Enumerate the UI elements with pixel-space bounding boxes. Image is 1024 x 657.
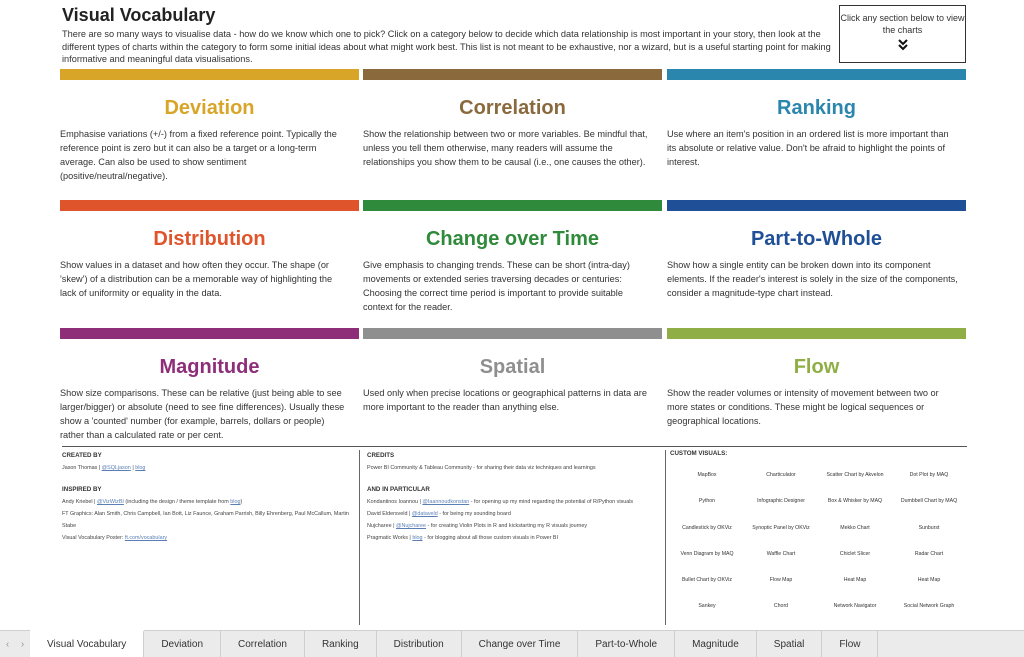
category-title: Change over Time bbox=[425, 228, 600, 250]
ft-graphics-line: FT Graphics: Alan Smith, Chris Campbell, Ian Bott, Liz Faunce, Graham Parrish, Billy Ehrenberg, Paul McCallum, Martin Stabe bbox=[62, 511, 349, 529]
category-description: Show size comparisons. These can be relative (just being able to see larger/bigger) or absolute (need to see fine differences). Usually these show a 'counted' number (for example, barrels, dollars or people) rather than a calculated rate or per cent. bbox=[60, 388, 345, 440]
created-by-heading: CREATED BY bbox=[62, 452, 102, 459]
custom-visual-item[interactable]: Box & Whisker by MAQ bbox=[827, 498, 883, 505]
poster-label: Visual Vocabulary Poster: bbox=[62, 535, 124, 541]
footer-divider bbox=[62, 446, 967, 447]
inspired-text: (including the design / theme template from bbox=[125, 499, 229, 505]
custom-visual-item[interactable]: Scatter Chart by Akvelon bbox=[826, 472, 884, 478]
custom-visual-item[interactable]: Waffle Chart bbox=[766, 550, 796, 557]
particular-handle-link[interactable]: blog bbox=[412, 535, 423, 541]
category-color-bar bbox=[60, 328, 359, 339]
credits-heading: CREDITS bbox=[367, 452, 395, 459]
tab-change-over-time[interactable]: Change over Time bbox=[462, 631, 579, 657]
category-color-bar bbox=[667, 328, 966, 339]
poster-link[interactable]: ft.com/vocabulary bbox=[124, 535, 168, 541]
footer-column-divider bbox=[665, 450, 666, 625]
particular-line bbox=[367, 532, 659, 544]
custom-visual-item[interactable]: Infographic Designer bbox=[757, 498, 805, 505]
category-flow[interactable] bbox=[667, 328, 966, 428]
custom-visual-item[interactable]: Candlestick by OKViz bbox=[682, 524, 732, 531]
category-magnitude[interactable] bbox=[60, 328, 359, 442]
custom-visual-item[interactable]: Dumbbell Chart by MAQ bbox=[900, 498, 958, 505]
particular-text: - for opening up my mind regarding the potential of R/Python visuals bbox=[470, 499, 634, 505]
category-title: Ranking bbox=[777, 97, 856, 119]
category-title: Flow bbox=[793, 356, 840, 378]
credits-line: Power BI Community & Tableau Community - for sharing their data viz techniques and learnings bbox=[367, 465, 596, 471]
custom-visual-item[interactable]: Flow Map bbox=[769, 577, 793, 584]
tab-prev-icon[interactable]: ‹ bbox=[5, 638, 10, 650]
category-description: Show the relationship between two or more variables. Be mindful that, unless you tell them otherwise, many readers will assume the relationships you show them to be causal (i.e., one causes the other). bbox=[363, 129, 648, 167]
particular-text: - for blogging about all those custom visuals in Power BI bbox=[424, 535, 558, 541]
hint-box[interactable] bbox=[839, 5, 966, 63]
separator: | bbox=[132, 465, 134, 471]
footer-credits-middle bbox=[367, 450, 659, 544]
custom-visual-item[interactable]: Charticulator bbox=[766, 472, 796, 478]
category-correlation[interactable] bbox=[363, 69, 662, 169]
custom-visual-item[interactable]: Radar Chart bbox=[914, 550, 944, 557]
custom-visual-item[interactable]: Bullet Chart by OKViz bbox=[681, 577, 733, 584]
custom-visual-item[interactable]: Sankey bbox=[698, 603, 716, 610]
category-title: Distribution bbox=[153, 228, 266, 250]
category-color-bar bbox=[667, 200, 966, 211]
in-particular-heading: AND IN PARTICULAR bbox=[367, 486, 430, 493]
tab-spatial[interactable]: Spatial bbox=[757, 631, 823, 657]
custom-visual-item[interactable]: Social Network Graph bbox=[903, 603, 955, 610]
particular-name: Nujcharee | bbox=[367, 523, 395, 529]
particular-name: Kondantinos Ioannou | bbox=[367, 499, 421, 505]
category-deviation[interactable] bbox=[60, 69, 359, 183]
custom-visual-item[interactable]: Synoptic Panel by OKViz bbox=[752, 524, 810, 531]
particular-text: - for creating Violin Plots in R and kickstarting my R visuals journey bbox=[427, 523, 588, 529]
custom-visual-item[interactable]: MapBox bbox=[697, 472, 717, 478]
custom-visual-item[interactable]: Chiclet Slicer bbox=[839, 550, 871, 557]
custom-visual-item[interactable]: Sunburst bbox=[918, 524, 940, 531]
created-by-name: Jason Thomas | bbox=[62, 465, 101, 471]
category-color-bar bbox=[60, 69, 359, 80]
particular-handle-link[interactable]: @Iaannoudkonstan bbox=[422, 499, 470, 505]
category-description: Used only when precise locations or geographical patterns in data are more important to the reader than anything else. bbox=[363, 388, 647, 412]
inspired-by-heading: INSPIRED BY bbox=[62, 486, 102, 493]
category-color-bar bbox=[363, 328, 662, 339]
custom-visual-item[interactable]: Chord bbox=[773, 603, 789, 610]
category-description: Show how a single entity can be broken down into its component elements. If the reader's interest is solely in the size of the components, consider a magnitude-type chart instead. bbox=[667, 260, 958, 298]
particular-handle-link[interactable]: @dataveld bbox=[411, 511, 438, 517]
category-title: Correlation bbox=[459, 97, 566, 119]
inspired-blog-link[interactable]: blog bbox=[230, 499, 241, 505]
particular-handle-link[interactable]: @Nujcharee bbox=[395, 523, 427, 529]
page-title: Visual Vocabulary bbox=[62, 5, 216, 25]
tab-next-icon[interactable]: › bbox=[20, 638, 25, 650]
category-title: Deviation bbox=[164, 97, 255, 119]
footer-column-divider bbox=[359, 450, 360, 625]
category-color-bar bbox=[363, 200, 662, 211]
tab-visual-vocabulary[interactable]: Visual Vocabulary bbox=[30, 630, 144, 657]
created-by-line bbox=[62, 462, 352, 474]
inspired-text-end: ) bbox=[240, 499, 243, 505]
tab-correlation[interactable]: Correlation bbox=[221, 631, 305, 657]
category-description: Show values in a dataset and how often they occur. The shape (or 'skew') of a distribution can be a memorable way of highlighting the lack of uniformity or equality in the data. bbox=[60, 260, 333, 298]
particular-line bbox=[367, 508, 659, 520]
category-spatial[interactable] bbox=[363, 328, 662, 414]
tab-ranking[interactable]: Ranking bbox=[305, 631, 377, 657]
inspired-name: Andy Kriebel | bbox=[62, 499, 96, 505]
category-distribution[interactable] bbox=[60, 200, 359, 300]
particular-text: - for being my sounding board bbox=[439, 511, 511, 517]
custom-visual-item[interactable]: Python bbox=[698, 498, 716, 505]
particular-name: Pragmatic Works | bbox=[367, 535, 411, 541]
custom-visual-item[interactable]: Dot Plot by MAQ bbox=[909, 472, 949, 478]
tab-navigation bbox=[0, 631, 30, 657]
category-title: Part-to-Whole bbox=[750, 228, 883, 250]
page-tab-bar bbox=[0, 630, 1024, 657]
category-ranking[interactable] bbox=[667, 69, 966, 169]
created-by-blog-link[interactable]: blog bbox=[135, 465, 146, 471]
category-description: Give emphasis to changing trends. These can be short (intra-day) movements or extended series traversing decades or centuries: Choosing the correct time period is important to provide suitable context for the reader. bbox=[363, 260, 630, 312]
custom-visuals-heading: CUSTOM VISUALS: bbox=[670, 450, 728, 457]
category-title: Spatial bbox=[479, 356, 546, 378]
tab-magnitude[interactable]: Magnitude bbox=[675, 631, 757, 657]
created-by-handle-link[interactable]: @SQLjason bbox=[101, 465, 131, 471]
custom-visual-item[interactable]: Venn Diagram by MAQ bbox=[680, 550, 734, 557]
category-change-over-time[interactable] bbox=[363, 200, 662, 314]
custom-visual-item[interactable]: Network Navigator bbox=[833, 603, 877, 610]
tab-part-to-whole[interactable]: Part-to-Whole bbox=[578, 631, 675, 657]
category-color-bar bbox=[60, 200, 359, 211]
custom-visual-item[interactable]: Mekko Chart bbox=[840, 524, 870, 531]
particular-line bbox=[367, 496, 659, 508]
footer-credits-left bbox=[62, 450, 352, 544]
category-title: Magnitude bbox=[159, 356, 260, 378]
custom-visuals-grid bbox=[670, 470, 966, 628]
category-color-bar bbox=[363, 69, 662, 80]
category-description: Use where an item's position in an ordered list is more important than its absolute or relative value. Don't be afraid to highlight the points of interest. bbox=[667, 129, 949, 167]
custom-visual-item[interactable]: Heat Map bbox=[843, 577, 867, 584]
inspired-handle-link[interactable]: @VizWizBI bbox=[96, 499, 124, 505]
particular-line bbox=[367, 520, 659, 532]
tab-distribution[interactable]: Distribution bbox=[377, 631, 462, 657]
custom-visual-item[interactable]: Heat Map bbox=[917, 577, 941, 584]
tab-deviation[interactable]: Deviation bbox=[144, 631, 221, 657]
double-chevron-down-icon bbox=[840, 38, 965, 52]
category-description: Emphasise variations (+/-) from a fixed reference point. Typically the reference point is zero but it can also be a target or a long-term average. Can also be used to show sentiment (positive/neutral/negative). bbox=[60, 129, 337, 181]
tab-flow[interactable]: Flow bbox=[822, 631, 878, 657]
particular-name: David Eldersveld | bbox=[367, 511, 411, 517]
intro-text: There are so many ways to visualise data - how do we know which one to pick? Click on a category below to decide which data relationship is most important in your story, then look at the different types of charts within the category to form some initial ideas about what might work best. This list is not meant to be exhaustive, nor a wizard, but is a useful starting point for making informative and meaningful data visualisations. bbox=[62, 29, 831, 64]
category-description: Show the reader volumes or intensity of movement between two or more states or conditions. These might be logical sequences or geographical locations. bbox=[667, 388, 939, 426]
hint-text: Click any section below to view the charts bbox=[840, 13, 965, 35]
inspired-line bbox=[62, 496, 352, 508]
category-part-to-whole[interactable] bbox=[667, 200, 966, 300]
category-color-bar bbox=[667, 69, 966, 80]
poster-line bbox=[62, 532, 352, 544]
